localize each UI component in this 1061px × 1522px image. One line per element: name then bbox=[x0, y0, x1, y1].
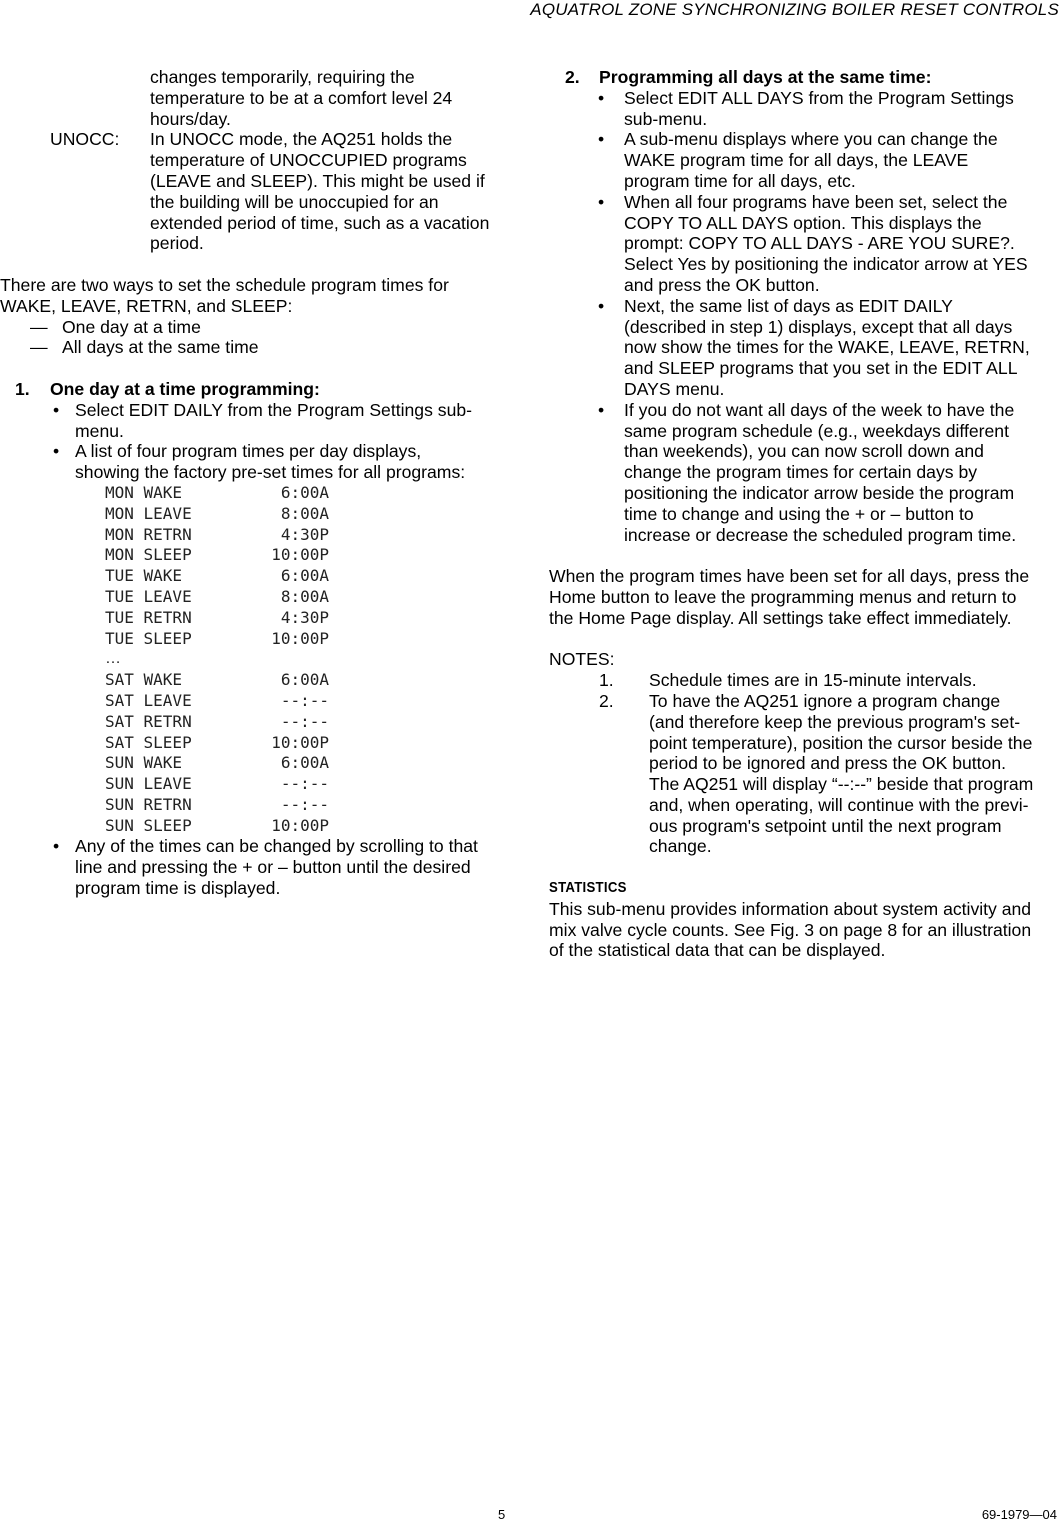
note-text bbox=[649, 670, 1059, 691]
text-line: and SLEEP programs that you set in the EDIT ALL bbox=[624, 358, 1018, 379]
step1-bullet-2 bbox=[0, 441, 508, 483]
schedule-program-name: MON LEAVE bbox=[105, 503, 192, 523]
schedule-program-name: SAT WAKE bbox=[105, 670, 183, 690]
note-number: 1. bbox=[599, 670, 614, 691]
schedule-program-name: SAT SLEEP bbox=[105, 732, 192, 752]
text-line: period to be ignored and press the OK button. bbox=[649, 753, 1007, 774]
text-line: Select EDIT ALL DAYS from the Program Settings bbox=[624, 87, 1014, 108]
schedule-program-time: --:-- bbox=[280, 690, 329, 710]
schedule-row bbox=[105, 795, 508, 816]
schedule-listing bbox=[105, 483, 508, 837]
schedule-row bbox=[105, 712, 508, 733]
text-line: now show the times for the WAKE, LEAVE, RETRN, bbox=[624, 337, 1030, 358]
text-line: period. bbox=[150, 233, 204, 254]
schedule-row bbox=[105, 483, 508, 504]
text-line: If you do not want all days of the week to have the bbox=[624, 399, 1015, 420]
schedule-program-time: 8:00A bbox=[280, 503, 329, 523]
text-line: same program schedule (e.g., weekdays different bbox=[624, 420, 1009, 441]
schedule-program-time: 6:00A bbox=[280, 753, 329, 773]
step2-bullet-1 bbox=[549, 88, 1059, 130]
bullet-text bbox=[624, 129, 1059, 191]
text-line: than weekends), you can now scroll down and bbox=[624, 441, 984, 462]
step1-bullet-3 bbox=[0, 836, 508, 898]
dash-item-text: All days at the same time bbox=[62, 337, 259, 358]
schedule-block-weekdays bbox=[105, 483, 508, 649]
schedule-row bbox=[105, 691, 508, 712]
text-line: the building will be unoccupied for an bbox=[150, 191, 439, 212]
schedule-program-time: 6:00A bbox=[280, 566, 329, 586]
text-line: showing the factory pre-set times for all programs: bbox=[75, 462, 466, 483]
text-line: DAYS menu. bbox=[624, 378, 725, 399]
document-number: 69-1979—04 bbox=[981, 1507, 1057, 1522]
text-line: (described in step 1) displays, except that all days bbox=[624, 316, 1013, 337]
text-line: and press the OK button. bbox=[624, 274, 820, 295]
text-line: WAKE program time for all days, the LEAVE bbox=[624, 150, 969, 171]
unocc-mode-entry bbox=[0, 129, 508, 254]
step2-bullet-4 bbox=[549, 296, 1059, 400]
schedule-program-time: 6:00A bbox=[280, 670, 329, 690]
bullet-text bbox=[75, 836, 508, 898]
closing-paragraph bbox=[549, 566, 1059, 628]
left-column bbox=[0, 67, 508, 899]
bullet-mark: • bbox=[598, 191, 605, 212]
schedule-row bbox=[105, 545, 508, 566]
schedule-program-time: 10:00P bbox=[271, 732, 329, 752]
note-1 bbox=[549, 670, 1059, 691]
schedule-row bbox=[105, 587, 508, 608]
text-line: menu. bbox=[75, 420, 124, 441]
text-line: point temperature), position the cursor beside the bbox=[649, 732, 1033, 753]
text-line: prompt: COPY TO ALL DAYS - ARE YOU SURE?. bbox=[624, 233, 1015, 254]
bullet-text bbox=[75, 441, 508, 483]
dash-mark: — bbox=[30, 316, 48, 337]
text-line: positioning the indicator arrow beside the program bbox=[624, 482, 1015, 503]
schedule-program-time: 10:00P bbox=[271, 628, 329, 648]
statistics-paragraph bbox=[549, 899, 1059, 961]
text-line: sub-menu. bbox=[624, 108, 708, 129]
bullet-mark: • bbox=[598, 399, 605, 420]
intro-paragraph bbox=[0, 275, 508, 317]
text-line: program time for all days, etc. bbox=[624, 170, 856, 191]
schedule-program-name: SAT LEAVE bbox=[105, 690, 192, 710]
step1-bullet-1 bbox=[0, 400, 508, 442]
schedule-row bbox=[105, 566, 508, 587]
notes-label: NOTES: bbox=[549, 649, 615, 670]
schedule-row bbox=[105, 629, 508, 650]
text-line: temperature to be at a comfort level 24 bbox=[150, 87, 453, 108]
schedule-block-weekend bbox=[105, 670, 508, 836]
schedule-program-name: SUN RETRN bbox=[105, 794, 192, 814]
schedule-row bbox=[105, 608, 508, 629]
unocc-label: UNOCC: bbox=[50, 129, 120, 150]
text-line: change the program times for certain days by bbox=[624, 462, 978, 483]
bullet-text bbox=[75, 400, 508, 442]
text-line: (and therefore keep the previous program's set- bbox=[649, 711, 1021, 732]
text-line: line and pressing the + or – button until the desired bbox=[75, 857, 471, 878]
bullet-mark: • bbox=[598, 129, 605, 150]
bullet-text bbox=[624, 88, 1059, 130]
schedule-program-time: 10:00P bbox=[271, 545, 329, 565]
text-line: Select Yes by positioning the indicator arrow at YES bbox=[624, 254, 1028, 275]
text-line: This sub-menu provides information about system activity and bbox=[549, 898, 1032, 919]
schedule-program-time: --:-- bbox=[280, 711, 329, 731]
schedule-program-time: 10:00P bbox=[271, 815, 329, 835]
schedule-program-name: SUN SLEEP bbox=[105, 815, 192, 835]
text-line: (LEAVE and SLEEP). This might be used if bbox=[150, 170, 485, 191]
schedule-program-time: --:-- bbox=[280, 774, 329, 794]
schedule-row bbox=[105, 525, 508, 546]
text-line: Any of the times can be changed by scrolling to that bbox=[75, 836, 478, 857]
text-line: extended period of time, such as a vacation bbox=[150, 212, 490, 233]
right-column bbox=[549, 67, 1059, 961]
text-line: temperature of UNOCCUPIED programs bbox=[150, 150, 467, 171]
dash-item-all-days bbox=[0, 337, 508, 358]
text-line: WAKE, LEAVE, RETRN, and SLEEP: bbox=[0, 295, 293, 316]
schedule-program-time: 8:00A bbox=[280, 586, 329, 606]
schedule-program-name: TUE LEAVE bbox=[105, 586, 192, 606]
note-2 bbox=[549, 691, 1059, 857]
note-text bbox=[649, 691, 1059, 857]
step2-heading bbox=[549, 67, 1059, 88]
schedule-program-name: SUN LEAVE bbox=[105, 774, 192, 794]
step-number: 1. bbox=[15, 378, 30, 399]
step-title: One day at a time programming: bbox=[50, 378, 320, 399]
text-line: hours/day. bbox=[150, 108, 231, 129]
text-line: The AQ251 will display “--:--” beside that program bbox=[649, 774, 1034, 795]
text-line: When all four programs have been set, select the bbox=[624, 191, 1008, 212]
text-line: COPY TO ALL DAYS option. This displays the bbox=[624, 212, 982, 233]
schedule-program-name: MON SLEEP bbox=[105, 545, 192, 565]
text-line: There are two ways to set the schedule program times for bbox=[0, 274, 449, 295]
occ-mode-text bbox=[150, 67, 508, 129]
schedule-program-name: MON WAKE bbox=[105, 482, 183, 502]
schedule-program-name: TUE WAKE bbox=[105, 566, 183, 586]
step-number: 2. bbox=[565, 67, 580, 87]
text-line: the Home Page display. All settings take effect immediately. bbox=[549, 607, 1012, 628]
text-line: A sub-menu displays where you can change the bbox=[624, 129, 998, 150]
text-line: Select EDIT DAILY from the Program Settings sub- bbox=[75, 399, 473, 420]
schedule-row bbox=[105, 670, 508, 691]
text-line: mix valve cycle counts. See Fig. 3 on page 8 for an illustration bbox=[549, 919, 1032, 940]
bullet-mark: • bbox=[598, 87, 605, 108]
dash-mark: — bbox=[30, 337, 48, 358]
text-line: changes temporarily, requiring the bbox=[150, 67, 415, 87]
schedule-program-time: 4:30P bbox=[280, 524, 329, 544]
schedule-row bbox=[105, 816, 508, 837]
text-line: Next, the same list of days as EDIT DAILY bbox=[624, 295, 953, 316]
schedule-row bbox=[105, 504, 508, 525]
bullet-mark: • bbox=[53, 399, 60, 420]
note-number: 2. bbox=[599, 690, 614, 711]
schedule-program-name: TUE RETRN bbox=[105, 607, 192, 627]
step-title: Programming all days at the same time: bbox=[599, 67, 932, 87]
text-line: In UNOCC mode, the AQ251 holds the bbox=[150, 129, 453, 150]
schedule-row bbox=[105, 774, 508, 795]
step2-bullet-2 bbox=[549, 129, 1059, 191]
text-line: Home button to leave the programming menus and return to bbox=[549, 586, 1017, 607]
schedule-program-time: 6:00A bbox=[280, 482, 329, 502]
text-line: Schedule times are in 15-minute intervals. bbox=[649, 670, 977, 691]
schedule-program-name: SAT RETRN bbox=[105, 711, 192, 731]
bullet-mark: • bbox=[53, 836, 60, 857]
text-line: change. bbox=[649, 836, 712, 857]
text-line: When the program times have been set for all days, press the bbox=[549, 566, 1030, 587]
schedule-ellipsis: … bbox=[105, 650, 121, 668]
schedule-program-time: --:-- bbox=[280, 794, 329, 814]
text-line: A list of four program times per day displays, bbox=[75, 441, 422, 462]
step2-bullet-3 bbox=[549, 192, 1059, 296]
dash-item-one-day bbox=[0, 317, 508, 338]
schedule-program-name: TUE SLEEP bbox=[105, 628, 192, 648]
text-line: ous program's setpoint until the next program bbox=[649, 815, 1002, 836]
dash-item-text: One day at a time bbox=[62, 316, 201, 337]
schedule-row bbox=[105, 753, 508, 774]
bullet-text bbox=[624, 296, 1059, 400]
text-line: program time is displayed. bbox=[75, 878, 281, 899]
bullet-mark: • bbox=[598, 295, 605, 316]
unocc-text bbox=[150, 129, 508, 254]
text-line: To have the AQ251 ignore a program change bbox=[649, 690, 1001, 711]
text-line: of the statistical data that can be displayed. bbox=[549, 940, 886, 961]
statistics-heading: STATISTICS bbox=[549, 879, 627, 897]
running-header: AQUATROL ZONE SYNCHRONIZING BOILER RESET CONTROLS bbox=[530, 0, 1059, 19]
text-line: time to change and using the + or – button to bbox=[624, 503, 974, 524]
text-line: increase or decrease the scheduled program time. bbox=[624, 524, 1017, 545]
bullet-text bbox=[624, 192, 1059, 296]
step2-bullet-5 bbox=[549, 400, 1059, 546]
page-number: 5 bbox=[498, 1507, 506, 1522]
schedule-row bbox=[105, 733, 508, 754]
schedule-program-name: MON RETRN bbox=[105, 524, 192, 544]
step1-heading bbox=[0, 379, 508, 400]
schedule-program-name: SUN WAKE bbox=[105, 753, 183, 773]
bullet-text bbox=[624, 400, 1059, 546]
bullet-mark: • bbox=[53, 441, 60, 462]
text-line: and, when operating, will continue with the previ- bbox=[649, 794, 1029, 815]
schedule-program-time: 4:30P bbox=[280, 607, 329, 627]
occ-mode-continuation bbox=[0, 67, 508, 129]
